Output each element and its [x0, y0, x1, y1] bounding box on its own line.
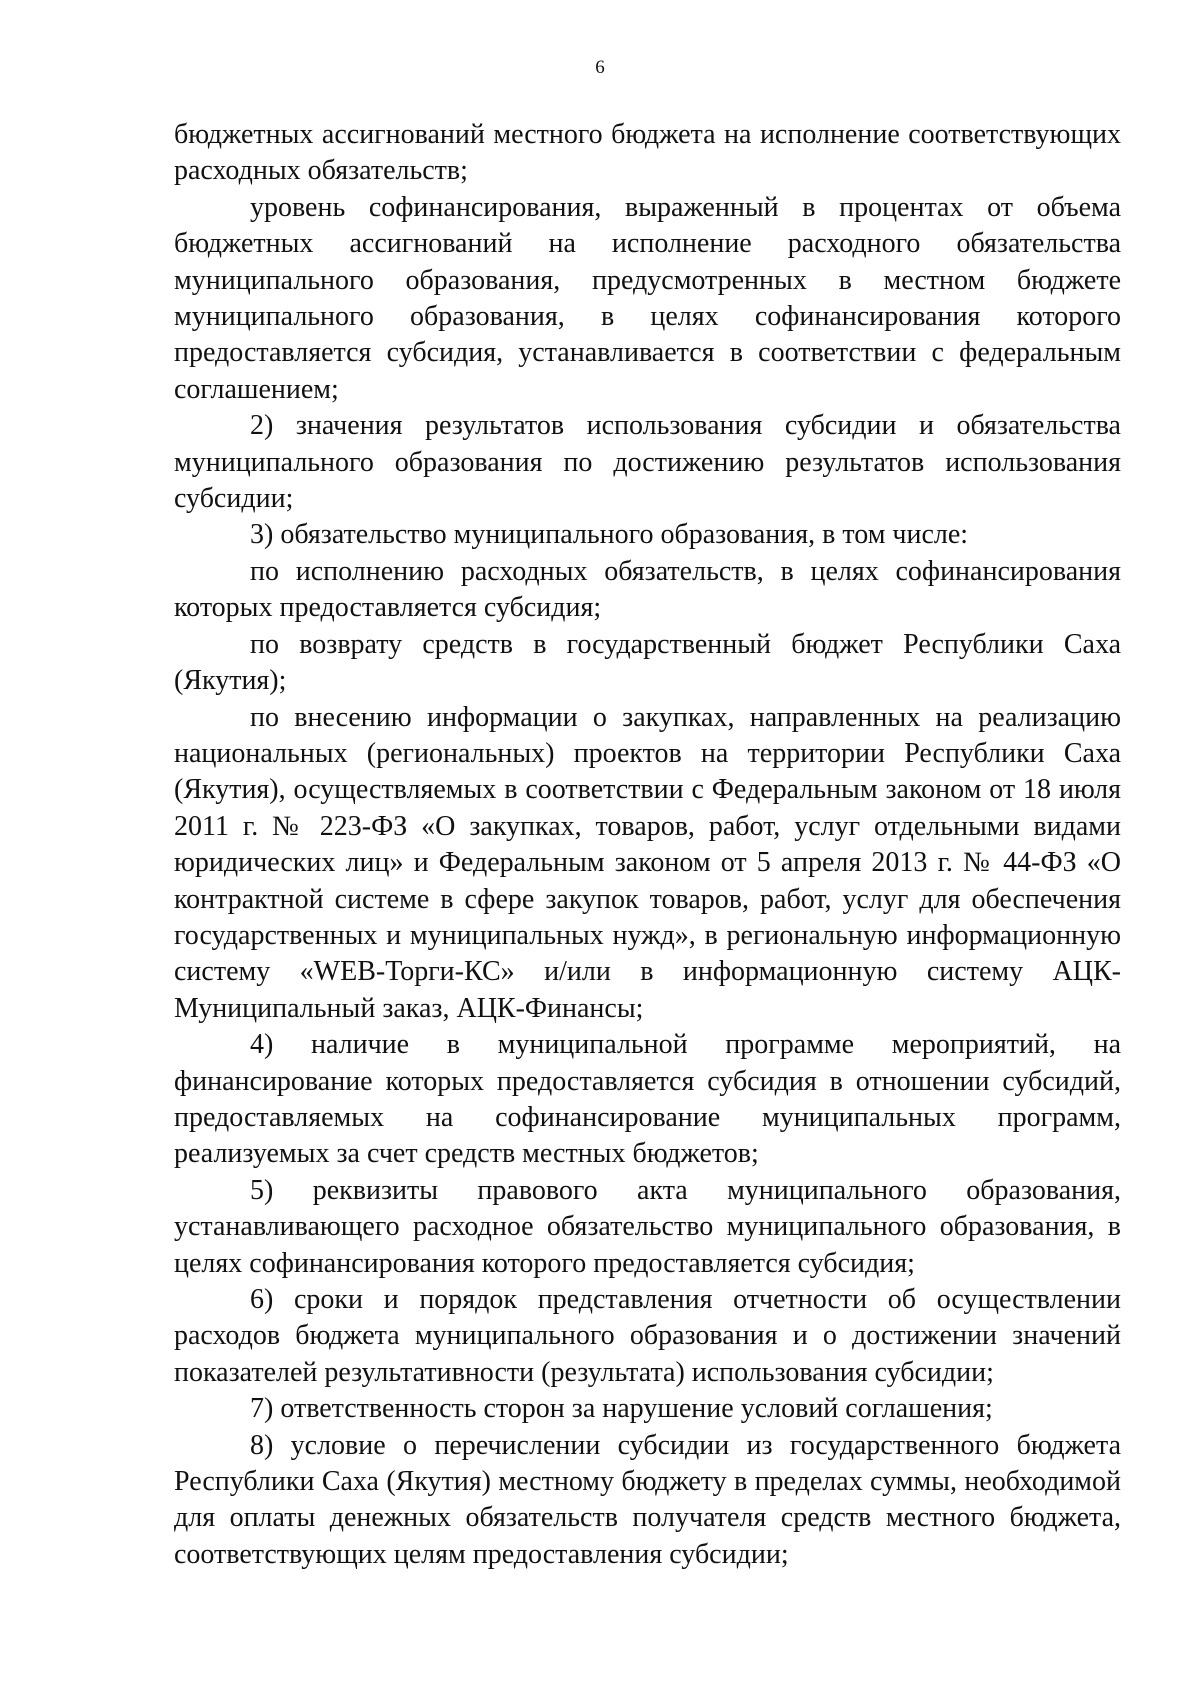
paragraph-item-4: 4) наличие в муниципальной программе мероприятий, на финансирование которых предоставляется субсидия в отношении субсидий, предоставляемых на софинансирование муниципальных программ, реализуемых за счет средств местных бюджетов; — [174, 1029, 1121, 1170]
paragraph-item-3: 3) обязательство муниципального образования, в том числе: — [250, 519, 969, 551]
page-number: 6 — [595, 57, 605, 78]
paragraph-continuation: бюджетных ассигнований местного бюджета на исполнение соответствующих расходных обязательств; — [174, 119, 1121, 187]
paragraph-item-6: 6) сроки и порядок представления отчетности об осуществлении расходов бюджета муниципального образования и о достижении значений показателей результативности (результата) использования субсидии; — [174, 1284, 1121, 1388]
paragraph-item-8: 8) условие о перечислении субсидии из государственного бюджета Республики Саха (Якутия) местному бюджету в пределах суммы, необходимой для оплаты денежных обязательств получателя средств местного бюджета, соответствующих целям предоставления субсидии; — [174, 1429, 1121, 1570]
paragraph-cofinancing-level: уровень софинансирования, выраженный в процентах от объема бюджетных ассигнований на исполнение расходного обязательства муниципального образования, предусмотренных в местном бюджете муниципального образования, в целях софинансирования которого предоставляется субсидия, устанавливается в соответствии с федеральным соглашением; — [174, 191, 1121, 405]
paragraph-item-7: 7) ответственность сторон за нарушение условий соглашения; — [250, 1393, 993, 1425]
paragraph-item-3-refund: по возврату средств в государственный бюджет Республики Саха (Якутия); — [174, 628, 1121, 697]
document-body — [174, 117, 1121, 1573]
paragraph-item-3-procurement: по внесению информации о закупках, направленных на реализацию национальных (региональных) проектов на территории Республики Саха (Якутия), осуществляемых в соответствии с Федеральным законом от 18 июля 2011 г. № 223-ФЗ «О закупках, товаров, работ, услуг отдельными видами юридических лиц» и Федеральным законом от 5 апреля 2013 г. № 44-ФЗ «О контрактной системе в сфере закупок товаров, работ, услуг для обеспечения государственных и муниципальных нужд», в региональную информационную систему «WEB-Торги-КС» и/или в информационную систему АЦК-Муниципальный заказ, АЦК-Финансы; — [174, 701, 1121, 1024]
paragraph-item-5: 5) реквизиты правового акта муниципального образования, устанавливающего расходное обязательство муниципального образования, в целях софинансирования которого предоставляется субсидия; — [174, 1174, 1121, 1279]
paragraph-item-2: 2) значения результатов использования субсидии и обязательства муниципального образования по достижению результатов использования субсидии; — [174, 410, 1121, 515]
paragraph-item-3-execution: по исполнению расходных обязательств, в целях софинансирования которых предоставляется субсидия; — [174, 555, 1121, 624]
